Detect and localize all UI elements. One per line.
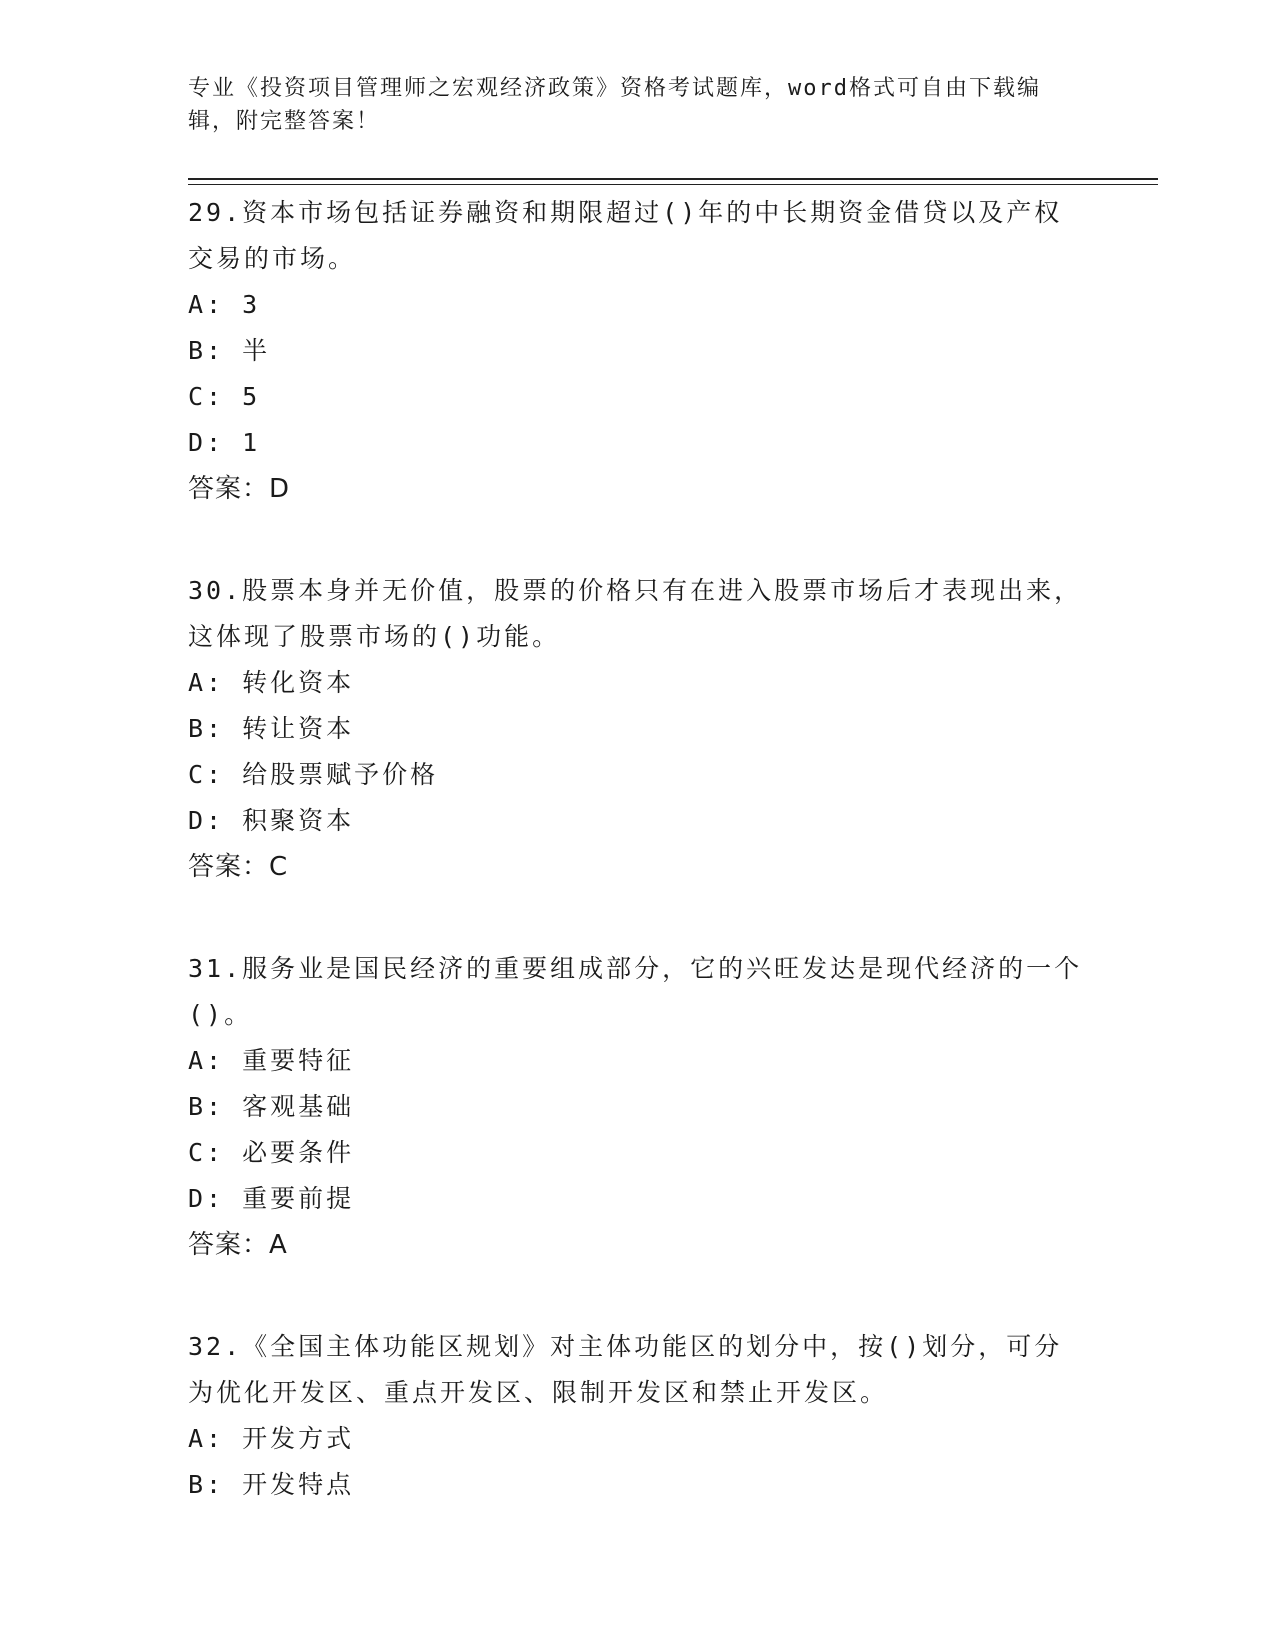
question-32 (188, 1324, 1088, 1508)
question-stem: 32.《全国主体功能区规划》对主体功能区的划分中，按()划分，可分为优化开发区、重点开发区、限制开发区和禁止开发区。 (188, 1332, 1063, 1407)
header-divider-thick (188, 178, 1158, 180)
option-b: B: 客观基础 (188, 1092, 355, 1121)
document-header: 专业《投资项目管理师之宏观经济政策》资格考试题库，word格式可自由下载编辑，附完整答案！ (188, 76, 1041, 134)
option-c: C: 5 (188, 382, 261, 411)
question-stem: 29.资本市场包括证券融资和期限超过()年的中长期资金借贷以及产权交易的市场。 (188, 198, 1063, 273)
option-d: D: 积聚资本 (188, 806, 355, 835)
answer-line: 答案：A (188, 1230, 288, 1260)
option-b: B: 半 (188, 336, 271, 365)
option-a: A: 转化资本 (188, 668, 355, 697)
header-divider-thin (188, 184, 1158, 185)
option-c: C: 给股票赋予价格 (188, 760, 439, 789)
option-b: B: 转让资本 (188, 714, 355, 743)
question-stem: 31.服务业是国民经济的重要组成部分，它的兴旺发达是现代经济的一个()。 (188, 954, 1083, 1029)
answer-line: 答案：C (188, 852, 289, 882)
option-b: B: 开发特点 (188, 1470, 355, 1499)
option-a: A: 开发方式 (188, 1424, 355, 1453)
question-31 (188, 946, 1088, 1268)
option-a: A: 重要特征 (188, 1046, 355, 1075)
option-c: C: 必要条件 (188, 1138, 355, 1167)
question-30 (188, 568, 1088, 890)
option-a: A: 3 (188, 290, 261, 319)
question-stem: 30.股票本身并无价值，股票的价格只有在进入股票市场后才表现出来，这体现了股票市场的()功能。 (188, 576, 1083, 651)
answer-line: 答案：D (188, 474, 291, 504)
question-list (188, 190, 1088, 1564)
option-d: D: 重要前提 (188, 1184, 355, 1213)
question-29 (188, 190, 1088, 512)
option-d: D: 1 (188, 428, 261, 457)
